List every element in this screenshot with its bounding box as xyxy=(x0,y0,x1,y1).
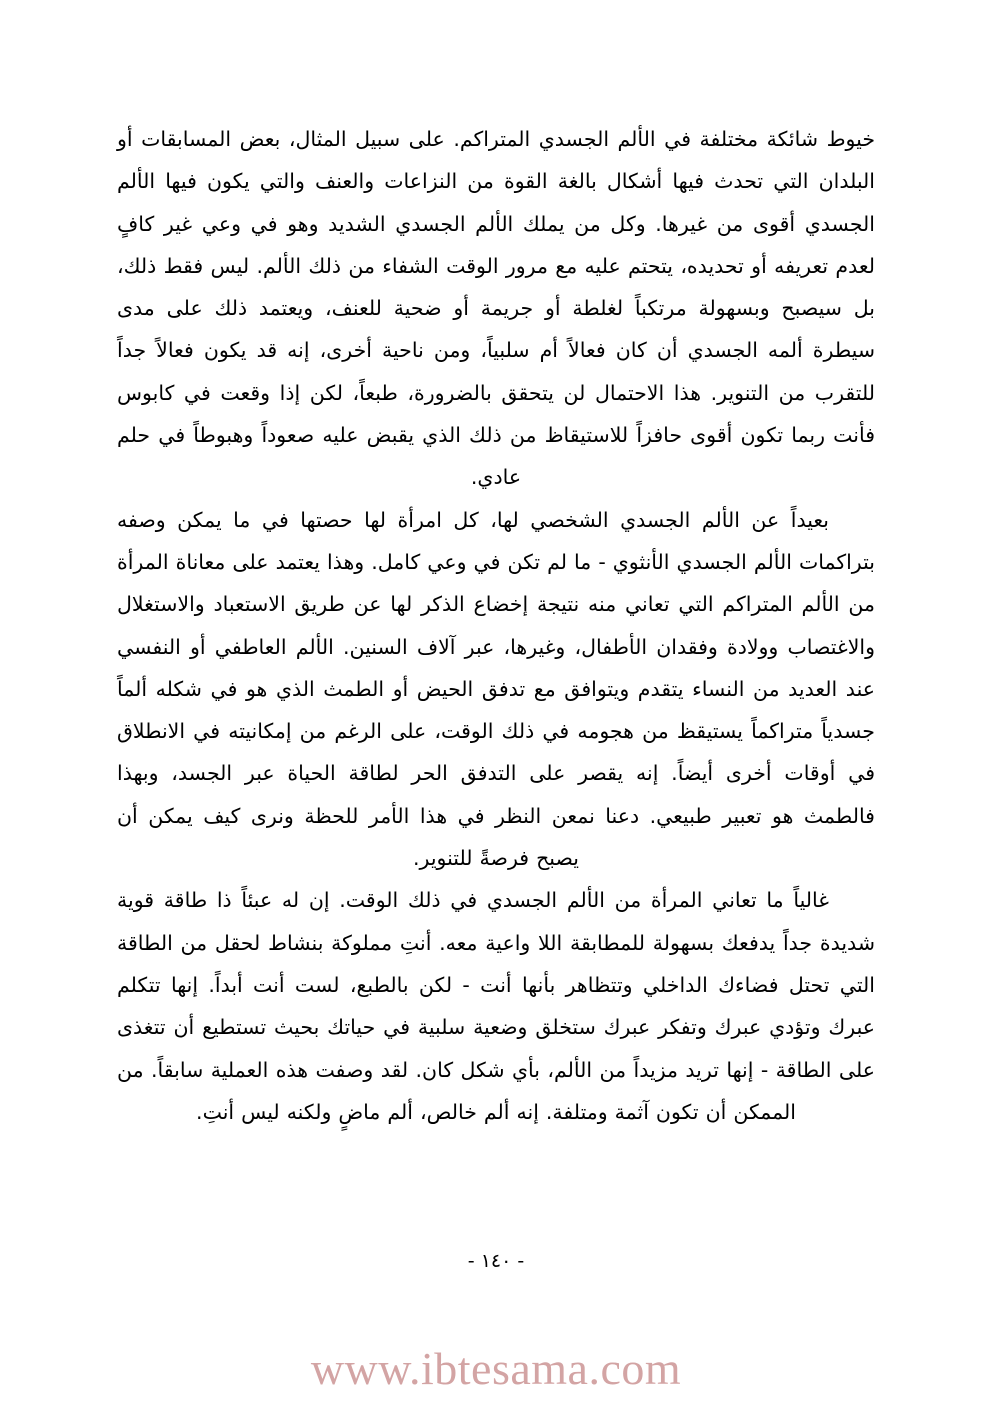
body-paragraph: خيوط شائكة مختلفة في الألم الجسدي المتراكم. على سبيل المثال، بعض المسابقات أو البلدان التي تحدث فيها أشكال بالغة القوة من النزاعات والعنف والتي يكون فيها الألم الجسدي أقوى من غيرها. وكل من يملك الألم الجسدي الشديد وهو في وعي غير كافٍ لعدم تعريفه أو تحديده، يتحتم عليه مع مرور الوقت الشفاء من ذلك الألم. ليس فقط ذلك، بل سيصبح وبسهولة مرتكباً لغلطة أو جريمة أو ضحية للعنف، ويعتمد ذلك على مدى سيطرة ألمه الجسدي أن كان فعالاً أم سلبياً، ومن ناحية أخرى، إنه قد يكون فعالاً جداً للتقرب من التنوير. هذا الاحتمال لن يتحقق بالضرورة، طبعاً، لكن إذا وقعت في كابوس فأنت ربما تكون أقوى حافزاً للاستيقاظ من ذلك الذي يقبض عليه صعوداً وهبوطاً في حلم عادي. xyxy=(117,127,875,490)
site-watermark: www.ibtesama.com xyxy=(310,1343,682,1394)
page-text-body xyxy=(117,118,875,1133)
body-paragraph: بعيداً عن الألم الجسدي الشخصي لها، كل امرأة لها حصتها في ما يمكن وصفه بتراكمات الألم الجسدي الأنثوي - ما لم تكن في وعي كامل. وهذا يعتمد على معاناة المرأة من الألم المتراكم التي تعاني منه نتيجة إخضاع الذكر لها عن طريق الاستعباد والاستغلال والاغتصاب وولادة وفقدان الأطفال، وغيرها، عبر آلاف السنين. الألم العاطفي أو النفسي عند العديد من النساء يتقدم ويتوافق مع تدفق الحيض أو الطمث الذي هو في شكله ألماً جسدياً متراكماً يستيقظ من هجومه في ذلك الوقت، على الرغم من إمكانيته في الانطلاق في أوقات أخرى أيضاً. إنه يقصر على التدفق الحر لطاقة الحياة عبر الجسد، وبهذا فالطمث هو تعبير طبيعي. دعنا نمعن النظر في هذا الأمر للحظة ونرى كيف يمكن أن يصبح فرصةً للتنوير. xyxy=(117,507,875,871)
page-number: - ١٤٠ - xyxy=(467,1250,525,1272)
body-paragraph: غالياً ما تعاني المرأة من الألم الجسدي في ذلك الوقت. إن له عبئاً ذا طاقة قوية شديدة جداً يدفعك بسهولة للمطابقة اللا واعية معه. أنتِ مملوكة بنشاط لحقل من الطاقة التي تحتل فضاءك الداخلي وتتظاهر بأنها أنت - لكن بالطبع، لست أنت أبداً. إنها تتكلم عبرك وتؤدي عبرك وتفكر عبرك ستخلق وضعية سلبية في حياتك بحيث تستطيع أن تتغذى على الطاقة - إنها تريد مزيداً من الألم، بأي شكل كان. لقد وصفت هذه العملية سابقاً. من الممكن أن تكون آثمة ومتلفة. إنه ألم خالص، ألم ماضٍ ولكنه ليس أنتِ. xyxy=(117,888,875,1124)
